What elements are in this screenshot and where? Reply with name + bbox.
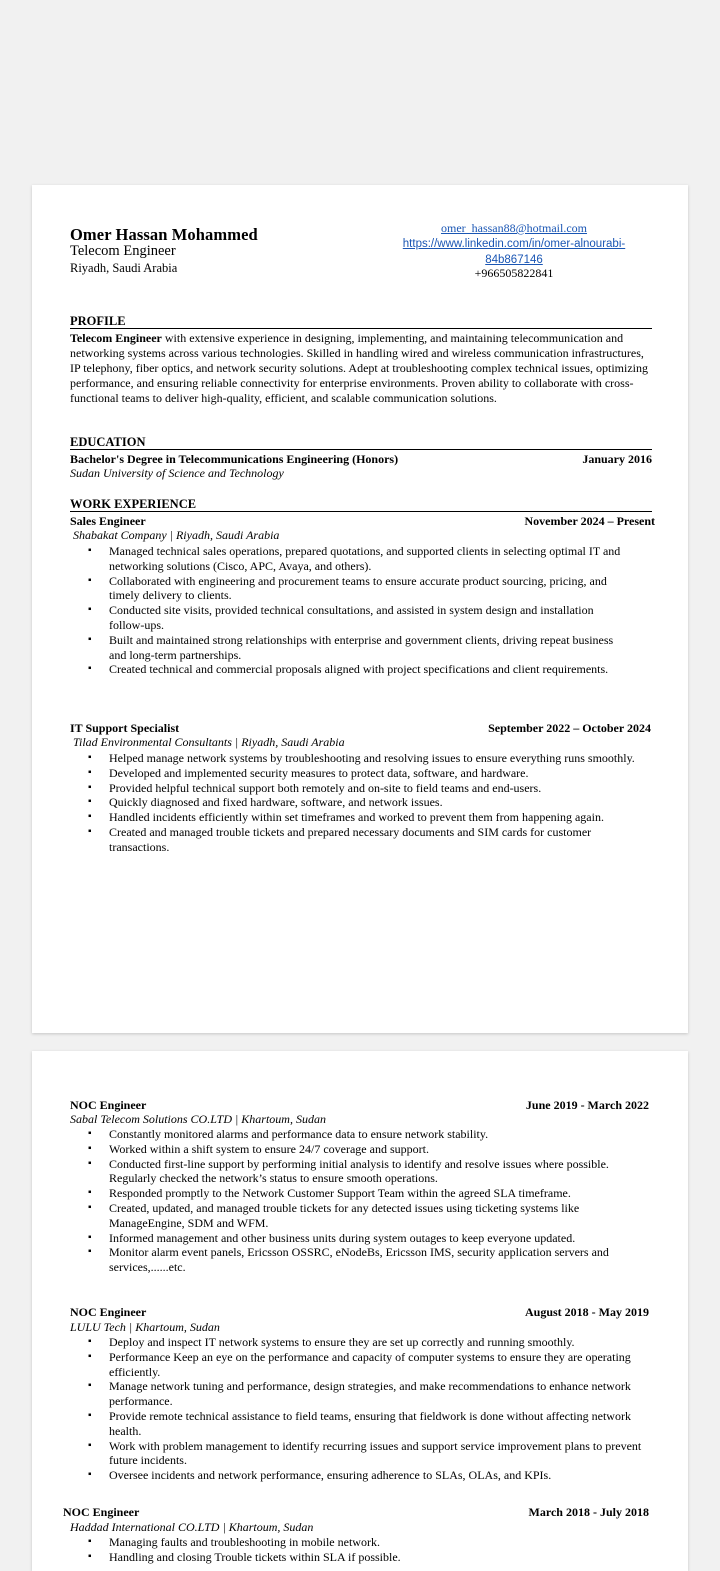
resume-page-2 (32, 1051, 688, 1571)
job-org: Tilad Environmental Consultants | Riyadh, Saudi Arabia (73, 735, 345, 749)
job-title: NOC Engineer (63, 1505, 140, 1519)
contact-phone: +966505822841 (474, 266, 554, 280)
profile-lead: Telecom Engineer (70, 331, 162, 345)
job-org: Sabal Telecom Solutions CO.LTD | Khartoum, Sudan (70, 1112, 326, 1126)
bullet-item: ▪ Quickly diagnosed and fixed hardware, software, and network issues. (70, 795, 650, 810)
degree-date: January 2016 (582, 452, 652, 466)
job-date: March 2018 - July 2018 (528, 1505, 649, 1519)
job-org: Haddad International CO.LTD | Khartoum, Sudan (70, 1520, 314, 1534)
bullet-item: ▪ Developed and implemented security measures to protect data, software, and hardware. (70, 766, 650, 781)
bullet-item: ▪ Responded promptly to the Network Customer Support Team within the agreed SLA timeframe. (70, 1186, 650, 1201)
job-bullets (70, 1127, 650, 1275)
candidate-location: Riyadh, Saudi Arabia (70, 261, 178, 275)
degree-title: Bachelor's Degree in Telecommunications Engineering (Honors) (70, 452, 399, 466)
bullet-item: ▪ Built and maintained strong relationships with enterprise and government clients, driving repeat business and long-term partnerships. (70, 633, 625, 663)
bullet-item: ▪ Helped manage network systems by troubleshooting and resolving issues to ensure everything runs smoothly. (70, 751, 650, 766)
job-title: Sales Engineer (70, 514, 146, 528)
job-header (70, 1305, 649, 1319)
bullet-item: ▪ Informed management and other business units during system outages to keep everyone updated. (70, 1231, 650, 1246)
school-name: Sudan University of Science and Technology (70, 466, 284, 480)
profile-text: with extensive experience in designing, implementing, and maintaining telecommunication and networking systems across various technologies. Skilled in handling wired and wireless communication infrastructures, IP telephony, fiber optics, and network security solutions. Adept at troubleshooting complex technical issues, optimizing performance, and ensuring reliable connectivity for enterprise environments. Proven ability to collaborate with cross-functional teams to deliver high-quality, efficient, and scalable communication solutions. (70, 331, 649, 405)
job-bullets (70, 1535, 650, 1565)
job-header (63, 1505, 649, 1519)
bullet-item: ▪ Manage network tuning and performance, design strategies, and make recommendations to enhance network performance. (70, 1379, 650, 1409)
education-row (70, 452, 652, 466)
job-header (70, 721, 651, 735)
bullet-item: ▪ Created and managed trouble tickets and prepared necessary documents and SIM cards for customer transactions. (70, 825, 650, 855)
bullet-item: ▪ Work with problem management to identify recurring issues and support service improvement plans to prevent future incidents. (70, 1439, 650, 1469)
bullet-item: ▪ Handled incidents efficiently within set timeframes and worked to prevent them from happening again. (70, 810, 650, 825)
bullet-item: ▪ Oversee incidents and network performance, ensuring adherence to SLAs, OLAs, and KPIs. (70, 1468, 650, 1483)
contact-linkedin-wrap (384, 236, 644, 268)
job-bullets (70, 751, 650, 855)
candidate-title: Telecom Engineer (70, 243, 176, 259)
bullet-item: ▪ Conducted first-line support by performing initial analysis to identify and resolve issues where possible. Regularly checked the network’s status to ensure smooth operations. (70, 1157, 650, 1187)
bullet-item: ▪ Provide remote technical assistance to field teams, ensuring that fieldwork is done without affecting network health. (70, 1409, 650, 1439)
bullet-item: ▪ Managing faults and troubleshooting in mobile network. (70, 1535, 650, 1550)
candidate-name: Omer Hassan Mohammed (70, 225, 258, 244)
job-title: NOC Engineer (70, 1305, 147, 1319)
contact-email-wrap (384, 221, 644, 236)
job-date: August 2018 - May 2019 (524, 1305, 649, 1319)
bullet-item: ▪ Collaborated with engineering and procurement teams to ensure accurate product sourcing, pricing, and timely delivery to clients. (70, 574, 625, 604)
education-heading: EDUCATION (70, 435, 652, 450)
job-date: September 2022 – October 2024 (488, 721, 651, 735)
job-date: June 2019 - March 2022 (525, 1098, 649, 1112)
work-heading: WORK EXPERIENCE (70, 497, 652, 512)
bullet-item: ▪ Created technical and commercial proposals aligned with project specifications and client requirements. (70, 662, 625, 677)
job-org: Shabakat Company | Riyadh, Saudi Arabia (73, 528, 280, 542)
resume-page-1 (32, 185, 688, 1033)
bullet-item: ▪ Constantly monitored alarms and performance data to ensure network stability. (70, 1127, 650, 1142)
job-bullets (70, 544, 625, 677)
profile-heading: PROFILE (70, 314, 652, 329)
profile-paragraph (70, 331, 654, 406)
linkedin-link-line2[interactable]: 84b867146 (485, 254, 543, 266)
job-header (70, 514, 655, 528)
email-link[interactable]: omer_hassan88@hotmail.com (440, 221, 588, 235)
bullet-item: ▪ Monitor alarm event panels, Ericsson OSSRC, eNodeBs, Ericsson IMS, security application servers and services,......etc. (70, 1245, 650, 1275)
bullet-item: ▪ Handling and closing Trouble tickets within SLA if possible. (70, 1550, 650, 1565)
job-org: LULU Tech | Khartoum, Sudan (70, 1320, 220, 1334)
job-header (70, 1098, 649, 1112)
job-title: IT Support Specialist (70, 721, 180, 735)
bullet-item: ▪ Created, updated, and managed trouble tickets for any detected issues using ticketing systems like ManageEngine, SDM and WFM. (70, 1201, 650, 1231)
bullet-item: ▪ Managed technical sales operations, prepared quotations, and supported clients in selecting optimal IT and networking solutions (Cisco, APC, Avaya, and others). (70, 544, 625, 574)
bullet-item: ▪ Deploy and inspect IT network systems to ensure they are set up correctly and running smoothly. (70, 1335, 650, 1350)
linkedin-link-line1[interactable]: https://www.linkedin.com/in/omer-alnourabi- (402, 238, 626, 250)
bullet-item: ▪ Worked within a shift system to ensure 24/7 coverage and support. (70, 1142, 650, 1157)
job-title: NOC Engineer (70, 1098, 147, 1112)
job-bullets (70, 1335, 650, 1483)
bullet-item: ▪ Provided helpful technical support both remotely and on-site to field teams and end-users. (70, 781, 650, 796)
bullet-item: ▪ Performance Keep an eye on the performance and capacity of computer systems to ensure they are operating efficiently. (70, 1350, 650, 1380)
bullet-item: ▪ Conducted site visits, provided technical consultations, and assisted in system design and installation follow-ups. (70, 603, 625, 633)
job-date: November 2024 – Present (524, 514, 655, 528)
